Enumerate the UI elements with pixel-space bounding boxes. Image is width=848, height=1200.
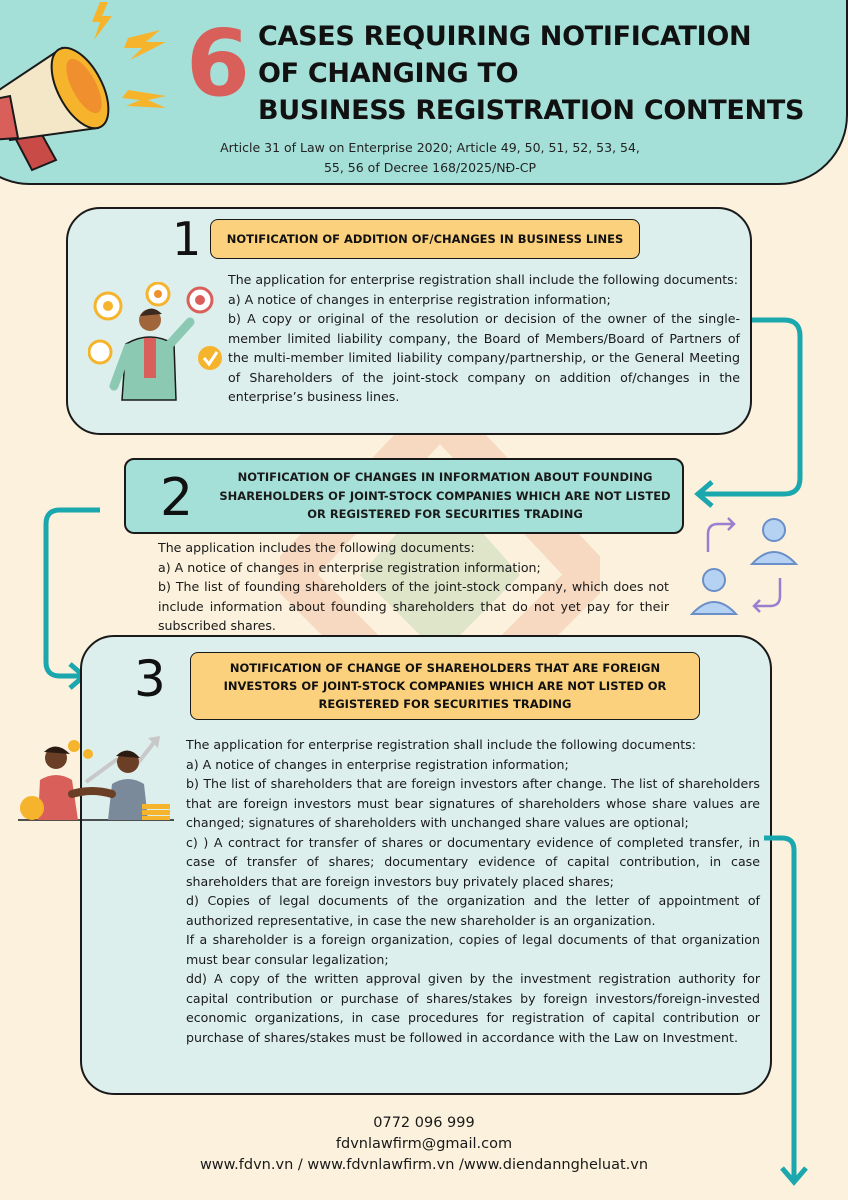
title-line: BUSINESS REGISTRATION CONTENTS	[258, 95, 805, 126]
page-title	[258, 18, 838, 129]
body-line: b) The list of shareholders that are foreign investors after change. The list of shareholders that are foreign investors must bear signatures of shareholders whose share values are changed; signatures of shareholders with unchanged share values are optional;	[186, 776, 760, 830]
businessman-ideas-icon	[88, 282, 226, 402]
heading-line: NOTIFICATION OF CHANGES IN INFORMATION ABOUT FOUNDING	[237, 470, 653, 484]
section-heading-text: NOTIFICATION OF ADDITION OF/CHANGES IN BUSINESS LINES	[226, 231, 624, 246]
phone-number: 0772 096 999	[373, 1115, 475, 1131]
section-3-body	[186, 735, 760, 1047]
body-line: dd) A copy of the written approval given by the investment registration authority for capital contribution or purchase of shares/stakes by foreign investors/foreign-invested economic organizations, in case procedures for registration of capital contribution or purchase of shares/stakes must be followed in accordance with the Law on Investment.	[186, 971, 760, 1045]
handshake-investors-icon	[16, 732, 176, 822]
heading-line: OR REGISTERED FOR SECURITIES TRADING	[307, 507, 583, 521]
body-line: d) Copies of legal documents of the organization and the letter of appointment of authorized representative, in case the new shareholder is an organization.	[186, 893, 760, 928]
header-number: 6	[186, 10, 251, 117]
section-3-heading	[190, 652, 700, 720]
section-2-heading	[212, 468, 678, 524]
section-2-body	[158, 538, 669, 636]
body-line: If a shareholder is a foreign organization, copies of legal documents of that organization must bear consular legalization;	[186, 932, 760, 967]
heading-line: REGISTERED FOR SECURITIES TRADING	[318, 697, 572, 711]
body-line: c) ) A contract for transfer of shares or documentary evidence of completed transfer, in case of transfer of shares; documentary evidence of capital contribution, in case shareholders that are foreign investors buy privately placed shares;	[186, 834, 760, 889]
body-line: The application for enterprise registration shall include the following documents:	[186, 737, 696, 752]
section-2-number: 2	[160, 468, 194, 528]
heading-line: INVESTORS OF JOINT-STOCK COMPANIES WHICH ARE NOT LISTED OR	[223, 679, 667, 693]
body-line: a) A notice of changes in enterprise registration information;	[228, 291, 611, 307]
body-line: The application includes the following documents:	[158, 540, 475, 555]
section-1-number: 1	[172, 212, 202, 266]
section-3-number: 3	[134, 650, 166, 708]
body-line: a) A notice of changes in enterprise registration information;	[186, 756, 569, 772]
legal-basis	[150, 138, 710, 178]
section-2-heading-box	[124, 458, 684, 534]
people-exchange-icon	[690, 512, 810, 622]
heading-line: NOTIFICATION OF CHANGE OF SHAREHOLDERS THAT ARE FOREIGN	[229, 661, 661, 675]
contact-footer	[0, 1113, 848, 1176]
body-line: b) The list of founding shareholders of the joint-stock company, which does not include information about founding shareholders that do not yet pay for their subscribed shares.	[158, 579, 669, 633]
section-1-heading	[210, 219, 640, 259]
email-address: fdvnlawfirm@gmail.com	[335, 1136, 513, 1152]
body-line: b) A copy or original of the resolution or decision of the owner of the single-member limited liability company, the Board of Members/Board of Partners of the multi-member limited liability company/partnership, or the General Meeting of Shareholders of the joint-stock company on addition of/changes in the enterprise’s business lines.	[228, 311, 740, 404]
body-line: The application for enterprise registration shall include the following documents:	[228, 272, 738, 287]
title-line: CASES REQUIRING NOTIFICATION	[258, 21, 752, 52]
body-line: a) A notice of changes in enterprise registration information;	[158, 559, 541, 575]
title-line: OF CHANGING TO	[258, 58, 519, 89]
heading-line: SHAREHOLDERS OF JOINT-STOCK COMPANIES WHICH ARE NOT LISTED	[219, 488, 671, 503]
subtitle-line: 55, 56 of Decree 168/2025/NĐ-CP	[323, 160, 537, 175]
website-links: www.fdvn.vn / www.fdvnlawfirm.vn /www.diendanngheluat.vn	[199, 1157, 649, 1173]
subtitle-line: Article 31 of Law on Enterprise 2020; Article 49, 50, 51, 52, 53, 54,	[220, 140, 640, 155]
